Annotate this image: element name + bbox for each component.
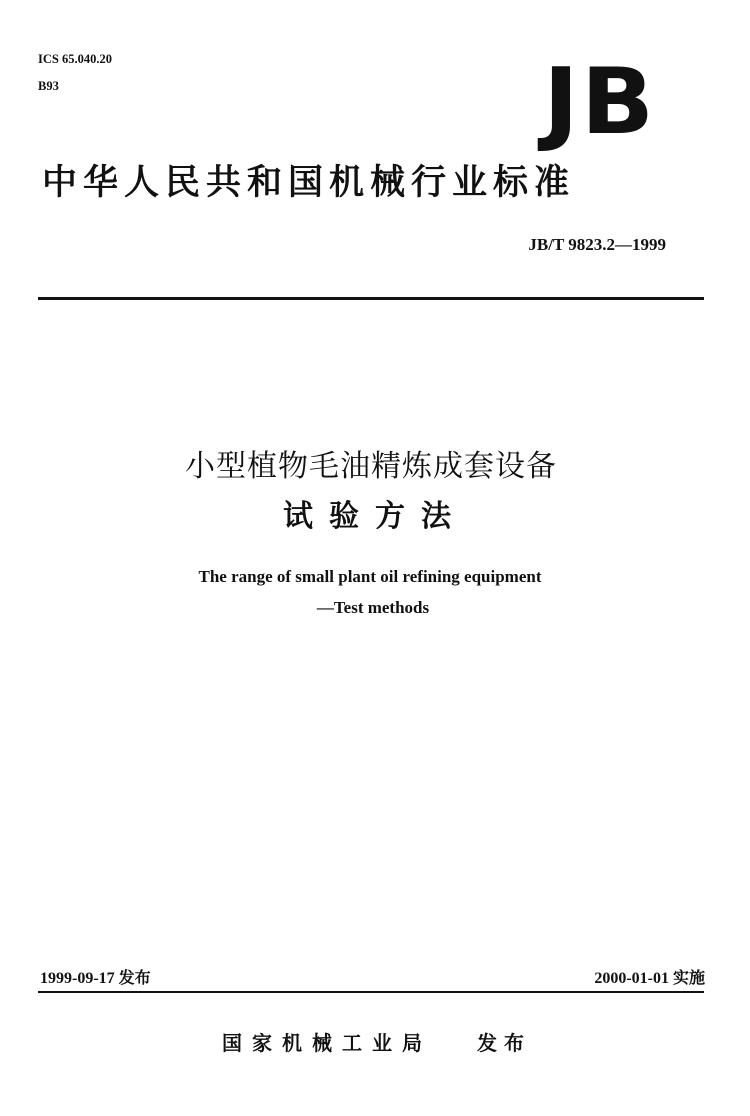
ics-code: ICS 65.040.20	[38, 52, 112, 66]
organization-title: 中华人民共和国机械行业标准	[42, 163, 576, 203]
document-title-chinese-line-2: 试验方法	[283, 499, 467, 534]
document-title-english-line-1: The range of small plant oil refining equipment	[198, 567, 542, 586]
document-title-english-line-2: —Test methods	[316, 598, 430, 617]
jb-logo: JB	[543, 48, 656, 155]
issuing-action: 发布	[477, 1031, 531, 1055]
implementation-date: 2000-01-01 实施	[594, 970, 705, 987]
issuing-authority: 国家机械工业局	[222, 1031, 432, 1055]
ccs-code: B93	[38, 79, 59, 93]
document-title-chinese-line-1: 小型植物毛油精炼成套设备	[185, 449, 557, 484]
top-divider	[38, 297, 704, 300]
bottom-divider	[38, 991, 704, 993]
issue-date: 1999-09-17 发布	[40, 970, 151, 987]
standard-number: JB/T 9823.2—1999	[528, 235, 666, 254]
